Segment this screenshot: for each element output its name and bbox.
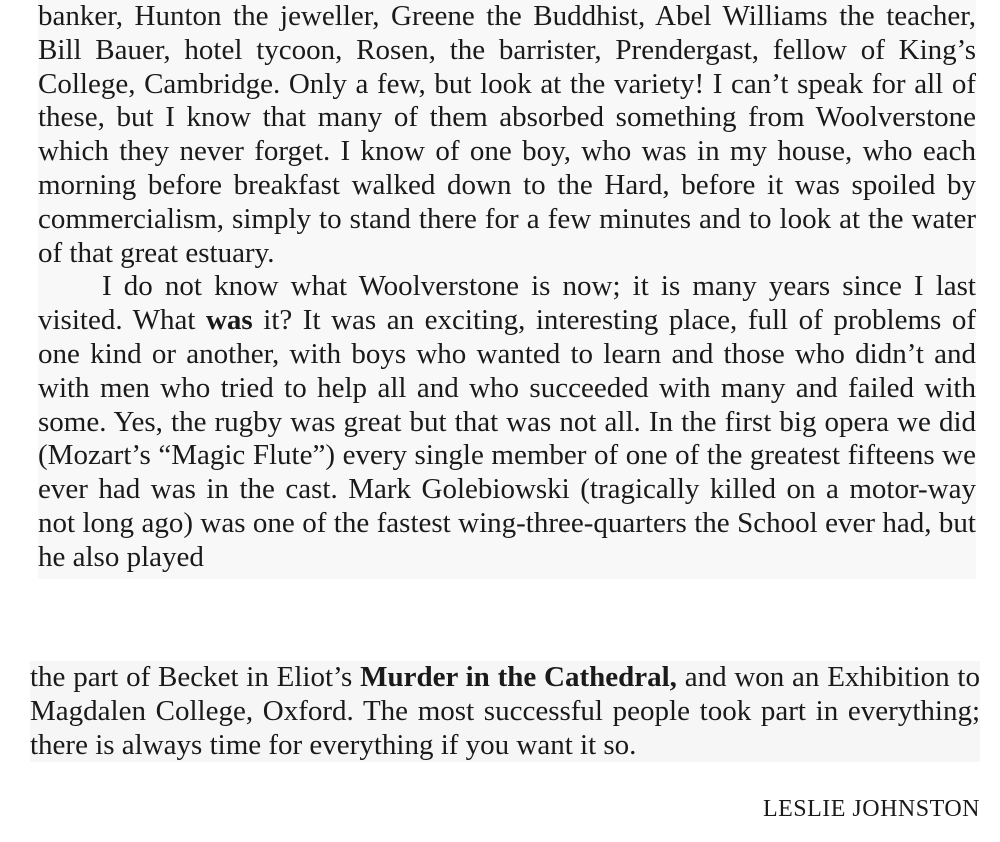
emphasis-was: was <box>205 304 253 337</box>
paragraph-becket-text-start: the part of Becket in Eliot’s <box>30 661 361 693</box>
play-title: Murder in the Cathedral, <box>360 661 677 693</box>
author-signature: LESLIE JOHNSTON <box>762 796 980 822</box>
paragraph-variety-text: banker, Hunton the jeweller, Greene the Buddhist, Abel Williams the teacher, Bill Bauer, hotel tycoon, Rosen, the barrister, Prendergast, fellow of King’s College, Cambridge. Only a few, but look at the variety! I can’t speak for all of these, but I know that many of them absorbed something from Woolverstone which they never forget. I know of one boy, who was in my house, who each morning before breakfast walked down to the Hard, before it was spoiled by commercialism, simply to stand there for a few minutes and to look at the water of that great estuary. <box>38 0 976 269</box>
paragraph-woolverstone-text-start: I do not know what Woolverstone is now; it is many years since I last visited. What <box>38 270 976 337</box>
article-lower-block <box>30 661 980 762</box>
paragraph-woolverstone <box>38 270 976 574</box>
paragraph-variety <box>38 0 976 270</box>
paragraph-becket <box>30 661 980 762</box>
paragraph-woolverstone-text-end: it? It was an exciting, interesting place, full of problems of one kind or another, with boys who wanted to learn and those who didn’t and with men who tried to help all and who succeeded with many and failed with some. Yes, the rugby was great but that was not all. In the first big opera we did (Mozart’s “Magic Flute”) every single member of one of the greatest fifteens we ever had was in the cast. Mark Golebiowski (tragically killed on a motor-way not long ago) was one of the fastest wing-three-quarters the School ever had, but he also played <box>38 304 976 573</box>
paragraph-becket-text-end: and won an Exhibition to Magdalen College, Oxford. The most successful people took part in everything; there is always time for everything if you want it so. <box>30 661 980 761</box>
article-upper-block <box>38 0 976 579</box>
